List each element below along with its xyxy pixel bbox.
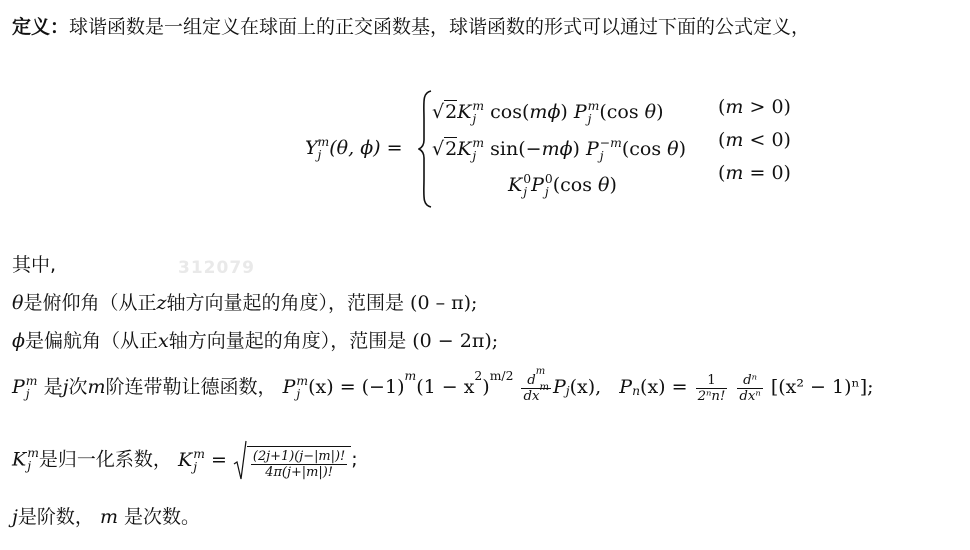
- last-line: j是阶数， m 是次数。: [12, 506, 201, 528]
- where-text: 其中,: [12, 254, 57, 276]
- normalization-sqrt: $\frac{(2j+1)(j-|m|)!}{4\pi(j+|m|)!}$: [233, 440, 351, 480]
- legendre-line: P m j 是j次m阶连带勒让德函数， P m j $(x) = (-1)^m(1 - x^2)^{m/2}$ $\frac{d^m}{dx^m}$ $P_j(x)$, $P_n(x)$ = $\frac{1}{\text{2ⁿn!}}$ $\frac{\text{dⁿ}}{\text{dxⁿ}}$ [(x² − 1)ⁿ];: [12, 365, 874, 404]
- fraction-1-over-2n-n: $\frac{1}{\text{2ⁿn!}}$: [697, 372, 726, 404]
- main-equation-lhs: Y m j (θ, ϕ) =: [305, 135, 403, 162]
- definition-text: 球谐函数是一组定义在球面上的正交函数基，球谐函数的形式可以通过下面的公式定义，: [69, 16, 811, 38]
- case-zero-condition: (m = 0): [718, 162, 791, 184]
- normalization-line: K m j 是归一化系数， K m j = $\frac{(2j+1)(j-|m|)!}{4\pi(j+|m|)!}$ ;: [12, 440, 358, 480]
- fraction-dn-dxn: $\frac{\text{dⁿ}}{\text{dxⁿ}}$: [739, 372, 761, 404]
- cases-brace: [418, 90, 432, 208]
- case-zero: K 0 j P 0 j (cos θ): [508, 172, 617, 199]
- definition-line: [12, 12, 810, 39]
- phi-line: ϕ是偏航角（从正x轴方向量起的角度），范围是 (0 − 2π);: [12, 330, 499, 352]
- case-positive-condition: (m > 0): [718, 96, 791, 118]
- theta-line: θ是俯仰角（从正z轴方向量起的角度），范围是 (0 – π);: [12, 292, 478, 314]
- watermark: 312079: [178, 258, 255, 278]
- case-negative: √2K m j sin(−mϕ) P −m j (cos θ): [432, 136, 687, 163]
- definition-label: 定义：: [12, 16, 70, 38]
- case-positive: √2K m j cos(mϕ) P m j (cos θ): [432, 99, 664, 126]
- case-negative-condition: (m < 0): [718, 129, 791, 151]
